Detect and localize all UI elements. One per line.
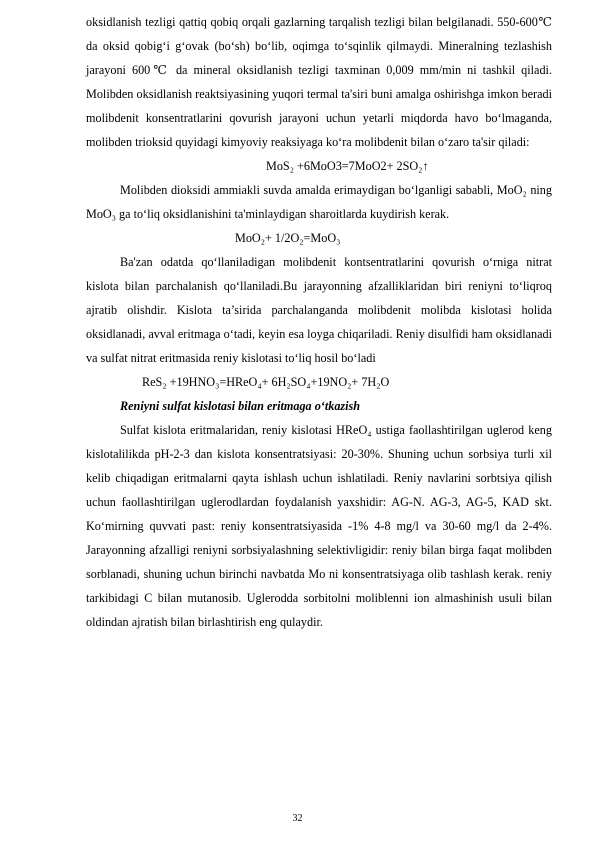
equation-dioxide-oxidation: MoO₂+ 1/2O₂=MoO₃ — [235, 231, 341, 245]
paragraph-nitric-acid: Ba'zan odatda qo‘llaniladigan molibdenit kontsentratlarini qovurish o‘rniga nitrat kislota bilan parchalanish qo‘llaniladi.Bu jarayonning afzalliklaridan biri reniyni to‘liqroq ajratib olishdir. Kislota ta’sirida parchalanganda molibdenit molibda kislotasi holida oksidlanadi, avval eritmaga o‘tadi, keyin esa loyga chiqariladi. Reniy disulfidi ham oksidlanadi va sulfat nitrat eritmasida reniy kislotasi to‘liq hosil bo‘ladi — [86, 255, 552, 365]
paragraph-sulfuric-acid: Sulfat kislota eritmalaridan, reniy kislotasi HReO₄ ustiga faollashtirilgan uglerod keng kislotalilikda pH-2-3 dan kislota konsentratsiyasi: 20-30%. Shuning uchun sorbsiya turli xil kelib chiqadigan eritmalarni qayta ishlash uchun ishlatiladi. Reniy navlarini sorbtsiya qilish uchun faollashtirilgan uglerodlardan foydalanish yaxshidir: AG-N. AG-3, AG-5, KAD skt. Ko‘mirning quvvati past: reniy konsentratsiyasida -1% 4-8 mg/l va 30-60 mg/l da 2-4%. Jarayonning afzalligi reniyni sorbsiyalashning selektivligidir: reniy bilan birga faqat molibden sorblanadi, shuning uchun birinchi navbatda Mo ni konsentratsiyaga olib tashlash kerak. reniy tarkibidagi C bilan mutanosib. Uglerodda sorbitolni moliblenni ion almashinish usuli bilan oldindan ajratish bilan birlashtirish eng qulaydir. — [86, 423, 552, 629]
section-heading: Reniyni sulfat kislotasi bilan eritmaga o‘tkazish — [120, 399, 361, 413]
document-body — [86, 10, 552, 634]
equation-rhenium-disulfide: ReS₂ +19HNO₃=HReO₄+ 6H₂SO₄+19NO₂+ 7H₂O — [142, 375, 390, 389]
equation-molybdenite-reaction: MoS₂ +6MoO3=7MoO2+ 2SO₂↑ — [266, 159, 429, 173]
paragraph-oxidation-rate: oksidlanish tezligi qattiq qobiq orqali gazlarning tarqalish tezligi bilan belgilanadi. 550-600℃ da oksid qobig‘i g‘ovak (bo‘sh) bo‘lib, oqimga to‘sqinlik qilmaydi. Mineralning tezlashish jarayoni 600℃ da mineral oksidlanish tezligi taxminan 0,009 mm/min ni tashkil qiladi. Molibden oksidlanish reaktsiyasining yuqori termal ta'siri buni amalga oshirishga imkon beradi molibdenit konsentratlarini qovurish jarayoni uchun yetarli miqdorda havo bo‘lmaganda, molibden trioksid quyidagi kimyoviy reaksiyaga ko‘ra molibdenit bilan o‘zaro ta'sir qiladi: — [86, 15, 552, 149]
page-number: 32 — [292, 813, 303, 824]
paragraph-molybdenum-dioxide: Molibden dioksidi ammiakli suvda amalda erimaydigan bo‘lganligi sababli, MoO₂ ning MoO₃ ga to‘liq oksidlanishini ta'minlaydigan sharoitlarda kuydirish kerak. — [86, 183, 552, 221]
